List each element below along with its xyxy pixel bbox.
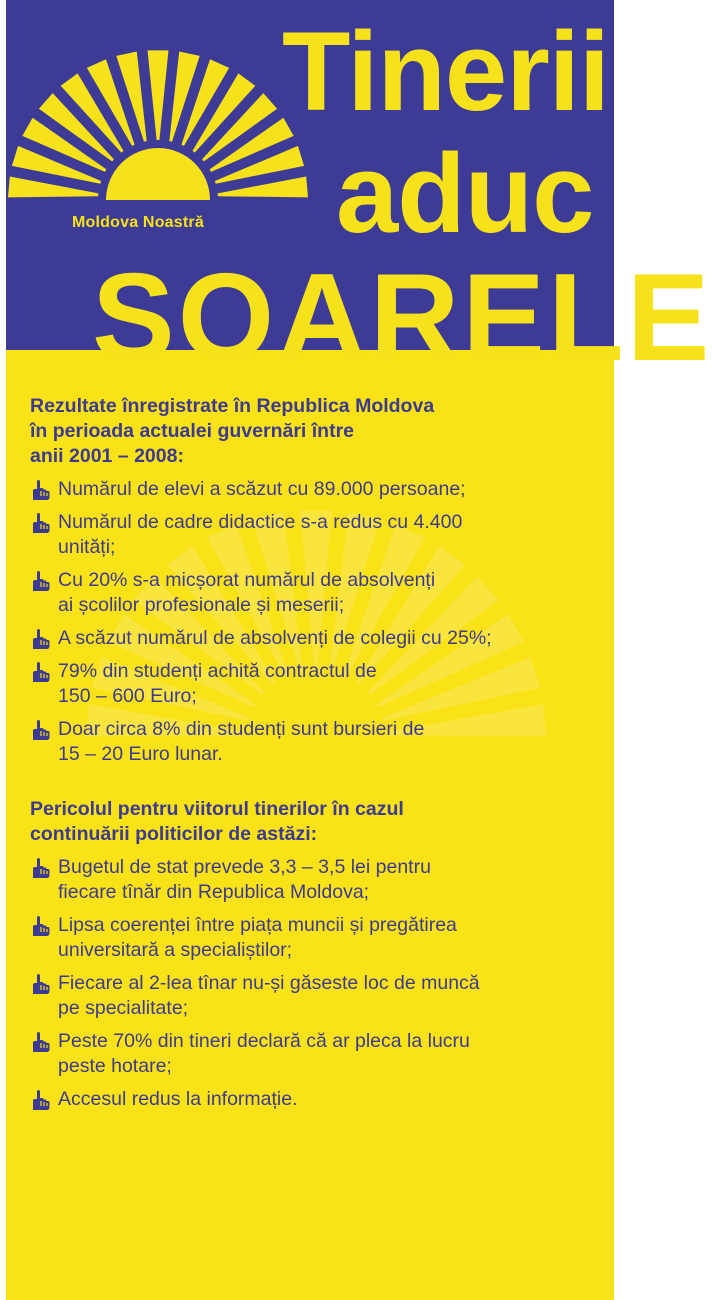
list-item	[30, 477, 608, 502]
sunrise-logo-icon	[58, 40, 258, 210]
list-item	[30, 626, 608, 651]
list-item	[30, 717, 608, 767]
item-line: Cu 20% s-a micșorat numărul de absolvenți	[58, 569, 436, 591]
list-item	[30, 659, 608, 709]
item-line: peste hotare;	[58, 1055, 172, 1077]
item-line: 150 – 600 Euro;	[58, 685, 197, 707]
section-2-heading	[30, 797, 608, 847]
title-line-1: Tinerii	[282, 9, 610, 134]
item-line: Peste 70% din tineri declară că ar pleca la lucru	[58, 1030, 470, 1052]
item-line: fiecare tînăr din Republica Moldova;	[58, 881, 370, 903]
item-line: unități;	[58, 536, 116, 558]
section-2-list	[30, 855, 608, 1112]
hand-pointer-icon	[30, 973, 52, 995]
item-line: 79% din studenți achită contractul de	[58, 660, 377, 682]
hand-pointer-icon	[30, 479, 52, 501]
item-line: universitară a specialiștilor;	[58, 939, 293, 961]
list-item	[30, 913, 608, 963]
flyer	[6, 0, 712, 1300]
item-line: Numărul de cadre didactice s-a redus cu 4.400	[58, 511, 463, 533]
item-line: ai școlilor profesionale și meserii;	[58, 594, 345, 616]
item-line: 15 – 20 Euro lunar.	[58, 743, 223, 765]
brand-name: Moldova Noastră	[72, 214, 204, 231]
list-item	[30, 568, 608, 618]
hand-pointer-icon	[30, 512, 52, 534]
title-line-2: aduc	[336, 131, 594, 256]
item-line: Accesul redus la informație.	[58, 1088, 298, 1110]
section-1-list	[30, 477, 608, 767]
content	[30, 394, 608, 1120]
list-item	[30, 1087, 608, 1112]
hand-pointer-icon	[30, 628, 52, 650]
hand-pointer-icon	[30, 661, 52, 683]
item-line: pe specialitate;	[58, 997, 189, 1019]
list-item	[30, 510, 608, 560]
heading-line: anii 2001 – 2008:	[30, 445, 184, 467]
item-line: Bugetul de stat prevede 3,3 – 3,5 lei pentru	[58, 856, 431, 878]
heading-line: în perioada actualei guvernări între	[30, 420, 355, 442]
heading-line: Rezultate înregistrate în Republica Moldova	[30, 395, 435, 417]
list-item	[30, 1029, 608, 1079]
heading-line: Pericolul pentru viitorul tinerilor în cazul	[30, 798, 404, 820]
hand-pointer-icon	[30, 719, 52, 741]
header-banner	[6, 0, 712, 387]
item-line: Numărul de elevi a scăzut cu 89.000 persoane;	[58, 478, 466, 500]
hand-pointer-icon	[30, 915, 52, 937]
section-1-heading	[30, 394, 608, 469]
hand-pointer-icon	[30, 857, 52, 879]
list-item	[30, 855, 608, 905]
hand-pointer-icon	[30, 570, 52, 592]
hand-pointer-icon	[30, 1089, 52, 1111]
hand-pointer-icon	[30, 1031, 52, 1053]
heading-line: continuării politicilor de astăzi:	[30, 823, 318, 845]
item-line: Lipsa coerenței între piața muncii și pregătirea	[58, 914, 457, 936]
list-item	[30, 971, 608, 1021]
item-line: Doar circa 8% din studenți sunt bursieri de	[58, 718, 425, 740]
item-line: Fiecare al 2-lea tînar nu-și găseste loc de muncă	[58, 972, 480, 994]
item-line: A scăzut numărul de absolvenți de colegii cu 25%;	[58, 627, 492, 649]
title-line-3: SOARELE	[92, 249, 712, 387]
